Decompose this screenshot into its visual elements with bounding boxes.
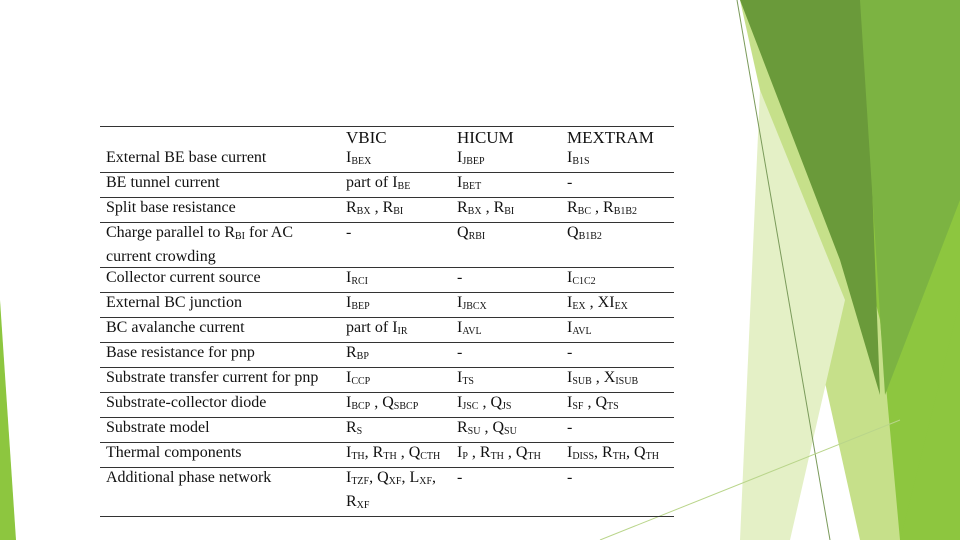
left-green-triangle: [0, 300, 16, 540]
cell-mextram: $I_{DISS}$, $R_{TH}$, $Q_{TH}$: [557, 443, 674, 468]
table-row: [100, 393, 674, 418]
table-row: [100, 468, 674, 517]
row-label: Substrate model: [100, 418, 336, 443]
cell-hicum: -: [447, 343, 557, 368]
cell-vbic: part of $I_{IR}$: [336, 318, 447, 343]
cell-hicum: $I_{BET}$: [447, 173, 557, 198]
cell-hicum: $I_{AVL}$: [447, 318, 557, 343]
cell-mextram: $I_{AVL}$: [557, 318, 674, 343]
cell-hicum: $R_{SU}$ , $Q_{SU}$: [447, 418, 557, 443]
cell-hicum: $Q_{RBI}$: [447, 223, 557, 268]
cell-vbic: $R_S$: [336, 418, 447, 443]
cell-mextram: -: [557, 173, 674, 198]
cell-mextram: -: [557, 343, 674, 368]
cell-mextram: $Q_{B1B2}$: [557, 223, 674, 268]
table-row: [100, 443, 674, 468]
table-row: [100, 173, 674, 198]
comparison-table-wrapper: [100, 126, 674, 517]
cell-vbic: $I_{BEX}$: [346, 149, 372, 167]
cell-mextram: $I_{SUB}$ , $X_{ISUB}$: [557, 368, 674, 393]
row-label: Substrate transfer current for pnp: [100, 368, 336, 393]
row-label: Thermal components: [100, 443, 336, 468]
cell-mextram: $I_{C1C2}$: [557, 268, 674, 293]
cell-vbic: $I_{TH}$, $R_{TH}$ , $Q_{CTH}$: [336, 443, 447, 468]
row-label: Split base resistance: [100, 198, 336, 223]
cell-hicum: $I_{JBCX}$: [447, 293, 557, 318]
table-row: [100, 223, 674, 268]
cell-mextram: $R_{BC}$ , $R_{B1B2}$: [557, 198, 674, 223]
row-label: BE tunnel current: [100, 173, 336, 198]
table-header-row: [100, 127, 674, 149]
cell-vbic: $R_{BP}$: [336, 343, 447, 368]
table-row: [100, 368, 674, 393]
cell-vbic: $I_{TZF}$, $Q_{XF}$, $L_{XF}$, $R_{XF}$: [336, 468, 447, 517]
cell-mextram: $I_{B1S}$: [567, 149, 590, 167]
cell-mextram: $I_{EX}$ , $XI_{EX}$: [557, 293, 674, 318]
table-row: [100, 293, 674, 318]
cell-hicum: $I_{JSC}$ , $Q_{JS}$: [447, 393, 557, 418]
header-mextram: MEXTRAM: [557, 127, 674, 149]
row-label: Charge parallel to $R_{BI}$ for AC current crowding: [100, 223, 336, 268]
table-row: [100, 418, 674, 443]
model-comparison-table: [100, 126, 674, 517]
cell-vbic: $I_{RCI}$: [336, 268, 447, 293]
cell-hicum: $I_{JBEP}$: [457, 149, 485, 167]
row-label: External BE base current: [106, 149, 267, 166]
header-hicum: HICUM: [447, 127, 557, 149]
header-vbic: VBIC: [336, 127, 447, 149]
header-blank: [100, 127, 336, 149]
row-label: Additional phase network: [100, 468, 336, 517]
cell-vbic: $I_{CCP}$: [336, 368, 447, 393]
row-label: External BC junction: [100, 293, 336, 318]
cell-mextram: -: [557, 468, 674, 517]
cell-vbic: part of $I_{BE}$: [336, 173, 447, 198]
cell-hicum: $I_{TS}$: [447, 368, 557, 393]
table-row: [100, 343, 674, 368]
cell-vbic: $I_{BEP}$: [336, 293, 447, 318]
cell-vbic: $R_{BX}$ , $R_{BI}$: [336, 198, 447, 223]
cell-hicum: -: [447, 468, 557, 517]
row-label: Substrate-collector diode: [100, 393, 336, 418]
cell-hicum: $R_{BX}$ , $R_{BI}$: [447, 198, 557, 223]
table-row: [100, 198, 674, 223]
cell-vbic: -: [336, 223, 447, 268]
row-label: Collector current source: [100, 268, 336, 293]
cell-hicum: -: [447, 268, 557, 293]
cell-mextram: -: [557, 418, 674, 443]
table-row: [100, 318, 674, 343]
table-row: [100, 148, 674, 173]
table-row: [100, 268, 674, 293]
row-label: BC avalanche current: [100, 318, 336, 343]
cell-mextram: $I_{SF}$ , $Q_{TS}$: [557, 393, 674, 418]
cell-vbic: $I_{BCP}$ , $Q_{SBCP}$: [336, 393, 447, 418]
row-label: Base resistance for pnp: [100, 343, 336, 368]
cell-hicum: $I_P$ , $R_{TH}$ , $Q_{TH}$: [447, 443, 557, 468]
